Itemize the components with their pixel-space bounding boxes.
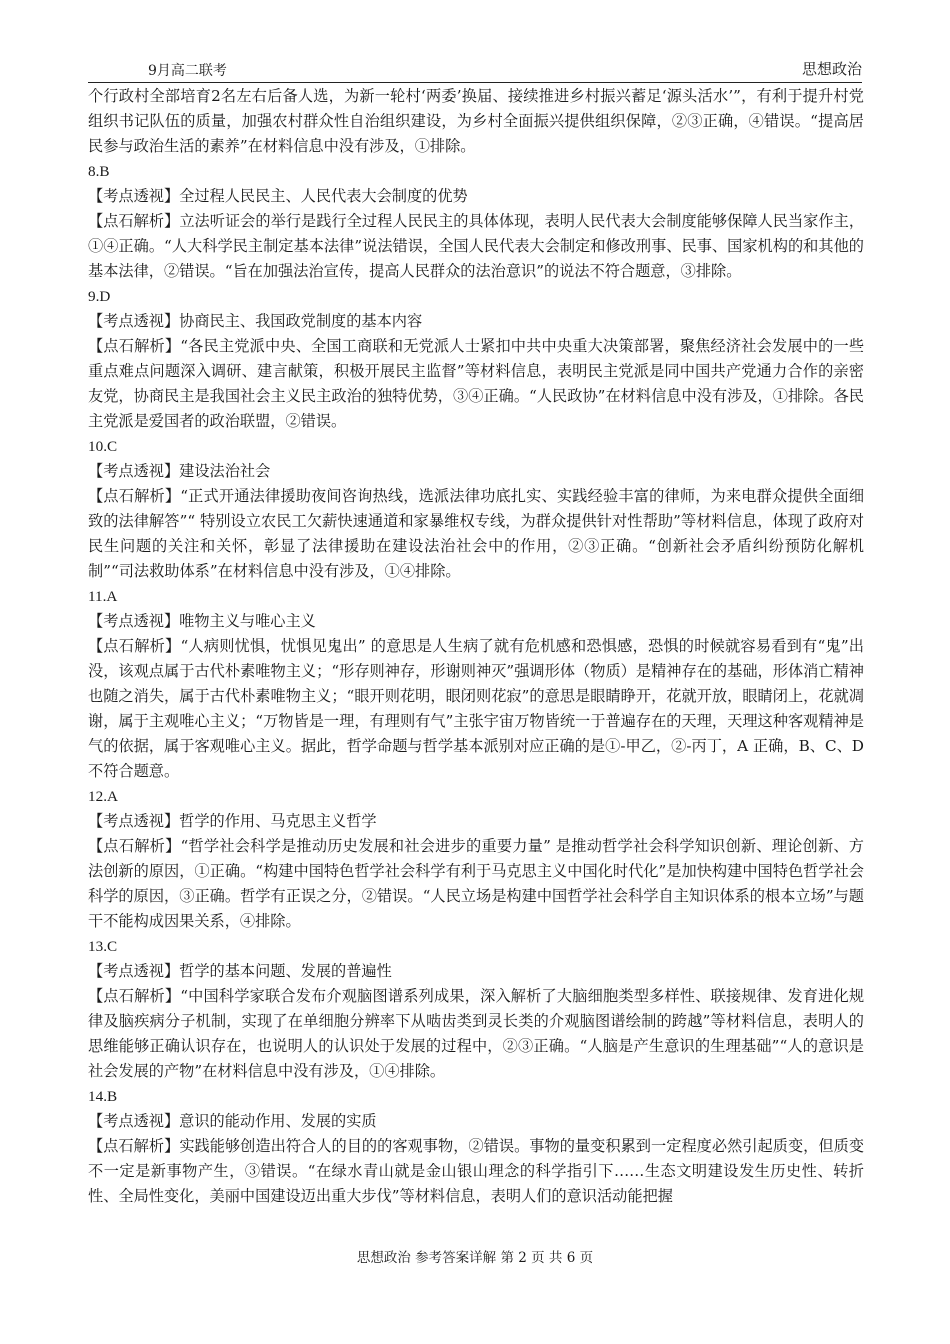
analysis-label: 【点石解析】: [88, 637, 181, 655]
key-point: [88, 309, 864, 334]
analysis-label: 【点石解析】: [88, 987, 181, 1005]
answer-item: [88, 1084, 864, 1209]
key-point-label: 【考点透视】: [88, 612, 180, 630]
answer-item: [88, 159, 864, 284]
page-header: [88, 58, 862, 84]
analysis: [88, 834, 864, 934]
answer-list: [88, 159, 864, 1209]
analysis: [88, 984, 864, 1084]
answer-item: [88, 784, 864, 934]
key-point: [88, 184, 864, 209]
analysis-label: 【点石解析】: [88, 837, 181, 855]
answer-item: [88, 434, 864, 584]
analysis-text: “正式开通法律援助夜间咨询热线，选派法律功底扎实、实践经验丰富的律师，为来电群众提供全面细致的法律解答”“ 特别设立农民工欠薪快速通道和家暴维权专线，为群众提供针对性帮助”等材料信息，体现了政府对民生问题的关注和关怀，彰显了法律援助在建设法治社会中的作用，②③正确。“创新社会矛盾纠纷预防化解机制”“司法救助体系”在材料信息中没有涉及，①④排除。: [88, 487, 865, 580]
key-point: [88, 1109, 864, 1134]
analysis-text: “哲学社会科学是推动历史发展和社会进步的重要力量” 是推动哲学社会科学知识创新、理论创新、方法创新的原因，①正确。“构建中国特色哲学社会科学有利于马克思主义中国化时代化”是加快构建中国特色哲学社会科学的原因，③正确。哲学有正误之分，②错误。“人民立场是构建中国哲学社会科学自主知识体系的根本立场”与题干不能构成因果关系，④排除。: [88, 837, 864, 930]
question-number: 8.B: [88, 163, 110, 180]
key-point-label: 【考点透视】: [88, 1112, 180, 1130]
question-number: 11.A: [88, 588, 118, 605]
exam-title: 9月高二联考: [148, 63, 227, 79]
key-point-text: 唯物主义与唯心主义: [179, 612, 316, 630]
question-number: 9.D: [88, 288, 111, 305]
header-divider: [88, 82, 862, 83]
key-point: [88, 459, 864, 484]
intro-paragraph: 个行政村全部培育2名左右后备人选，为新一轮村‘两委’换届、接续推进乡村振兴蓄足‘源头活水’”，有利于提升村党组织书记队伍的质量，加强农村群众性自治组织建设，为乡村全面振兴提供组织保障，②③正确，④错误。“提高居民参与政治生活的素养”在材料信息中没有涉及，①排除。: [88, 87, 864, 155]
page-footer: 思想政治 参考答案详解 第 2 页 共 6 页: [356, 1250, 594, 1266]
key-point-text: 协商民主、我国政党制度的基本内容: [179, 312, 423, 330]
analysis-label: 【点石解析】: [88, 212, 180, 230]
analysis-text: “各民主党派中央、全国工商联和无党派人士紧扣中共中央重大决策部署，聚焦经济社会发展中的一些重点难点问题深入调研、建言献策，积极开展民主监督”等材料信息，表明民主党派是同中国共产党通力合作的亲密友党，协商民主是我国社会主义民主政治的独特优势，③④正确。“人民政协”在材料信息中没有涉及，①排除。各民主党派是爱国者的政治联盟，②错误。: [88, 337, 865, 430]
key-point-text: 哲学的作用、马克思主义哲学: [179, 812, 377, 830]
answer-content: [88, 84, 864, 1209]
analysis-label: 【点石解析】: [88, 1137, 180, 1155]
analysis-text: “中国科学家联合发布介观脑图谱系列成果，深入解析了大脑细胞类型多样性、联接规律、发育进化规律及脑疾病分子机制，实现了在单细胞分辨率下从啮齿类到灵长类的介观脑图谱绘制的跨越”等材料信息，表明人的思维能够正确认识存在，也说明人的认识处于发展的过程中，②③正确。“人脑是产生意识的生理基础”“人的意识是社会发展的产物”在材料信息中没有涉及，①④排除。: [88, 987, 865, 1080]
key-point: [88, 809, 864, 834]
question-number: 10.C: [88, 438, 118, 455]
answer-item: [88, 284, 864, 434]
key-point-label: 【考点透视】: [88, 312, 180, 330]
question-number: 13.C: [88, 938, 118, 955]
key-point-label: 【考点透视】: [88, 812, 180, 830]
analysis-text: 实践能够创造出符合人的目的的客观事物，②错误。事物的量变积累到一定程度必然引起质变，但质变不一定是新事物产生，③错误。“在绿水青山就是金山银山理念的科学指引下……生态文明建设发生历史性、转折性、全局性变化，美丽中国建设迈出重大步伐”等材料信息，表明人们的意识活动能把握: [88, 1137, 865, 1205]
key-point-text: 全过程人民民主、人民代表大会制度的优势: [179, 187, 468, 205]
subject-title: 思想政治: [801, 60, 862, 78]
question-number: 14.B: [88, 1088, 118, 1105]
key-point-label: 【考点透视】: [88, 462, 180, 480]
key-point: [88, 959, 864, 984]
analysis-label: 【点石解析】: [88, 337, 181, 355]
analysis: [88, 634, 864, 784]
analysis: [88, 334, 864, 434]
analysis-text: 立法听证会的举行是践行全过程人民民主的具体体现，表明人民代表大会制度能够保障人民当家作主，①④正确。“人大科学民主制定基本法律”说法错误，全国人民代表大会制定和修改刑事、民事、国家机构的和其他的基本法律，②错误。“旨在加强法治宣传，提高人民群众的法治意识”的说法不符合题意，③排除。: [88, 212, 865, 280]
key-point-text: 意识的能动作用、发展的实质: [179, 1112, 377, 1130]
analysis-label: 【点石解析】: [88, 487, 181, 505]
key-point-label: 【考点透视】: [88, 187, 180, 205]
analysis: [88, 484, 864, 584]
key-point-text: 建设法治社会: [179, 462, 271, 480]
analysis-text: “人病则忧惧，忧惧见鬼出” 的意思是人生病了就有危机感和恐惧感，恐惧的时候就容易看到有“鬼”出没，该观点属于古代朴素唯物主义；“形存则神存，形谢则神灭”强调形体（物质）是精神存在的基础，形体消亡精神也随之消失，属于古代朴素唯物主义；“眼开则花明，眼闭则花寂”的意思是眼睛睁开，花就开放，眼睛闭上，花就凋谢，属于主观唯心主义；“万物皆是一理，有理则有气”主张宇宙万物皆统一于普遍存在的天理，天理这种客观精神是气的依据，属于客观唯心主义。据此，哲学命题与哲学基本派别对应正确的是①-甲乙，②-丙丁，A 正确，B、C、D 不符合题意。: [88, 637, 864, 780]
analysis: [88, 1134, 864, 1209]
question-number: 12.A: [88, 788, 118, 805]
key-point-text: 哲学的基本问题、发展的普遍性: [179, 962, 392, 980]
answer-item: [88, 934, 864, 1084]
key-point-label: 【考点透视】: [88, 962, 180, 980]
analysis: [88, 209, 864, 284]
key-point: [88, 609, 864, 634]
answer-item: [88, 584, 864, 784]
